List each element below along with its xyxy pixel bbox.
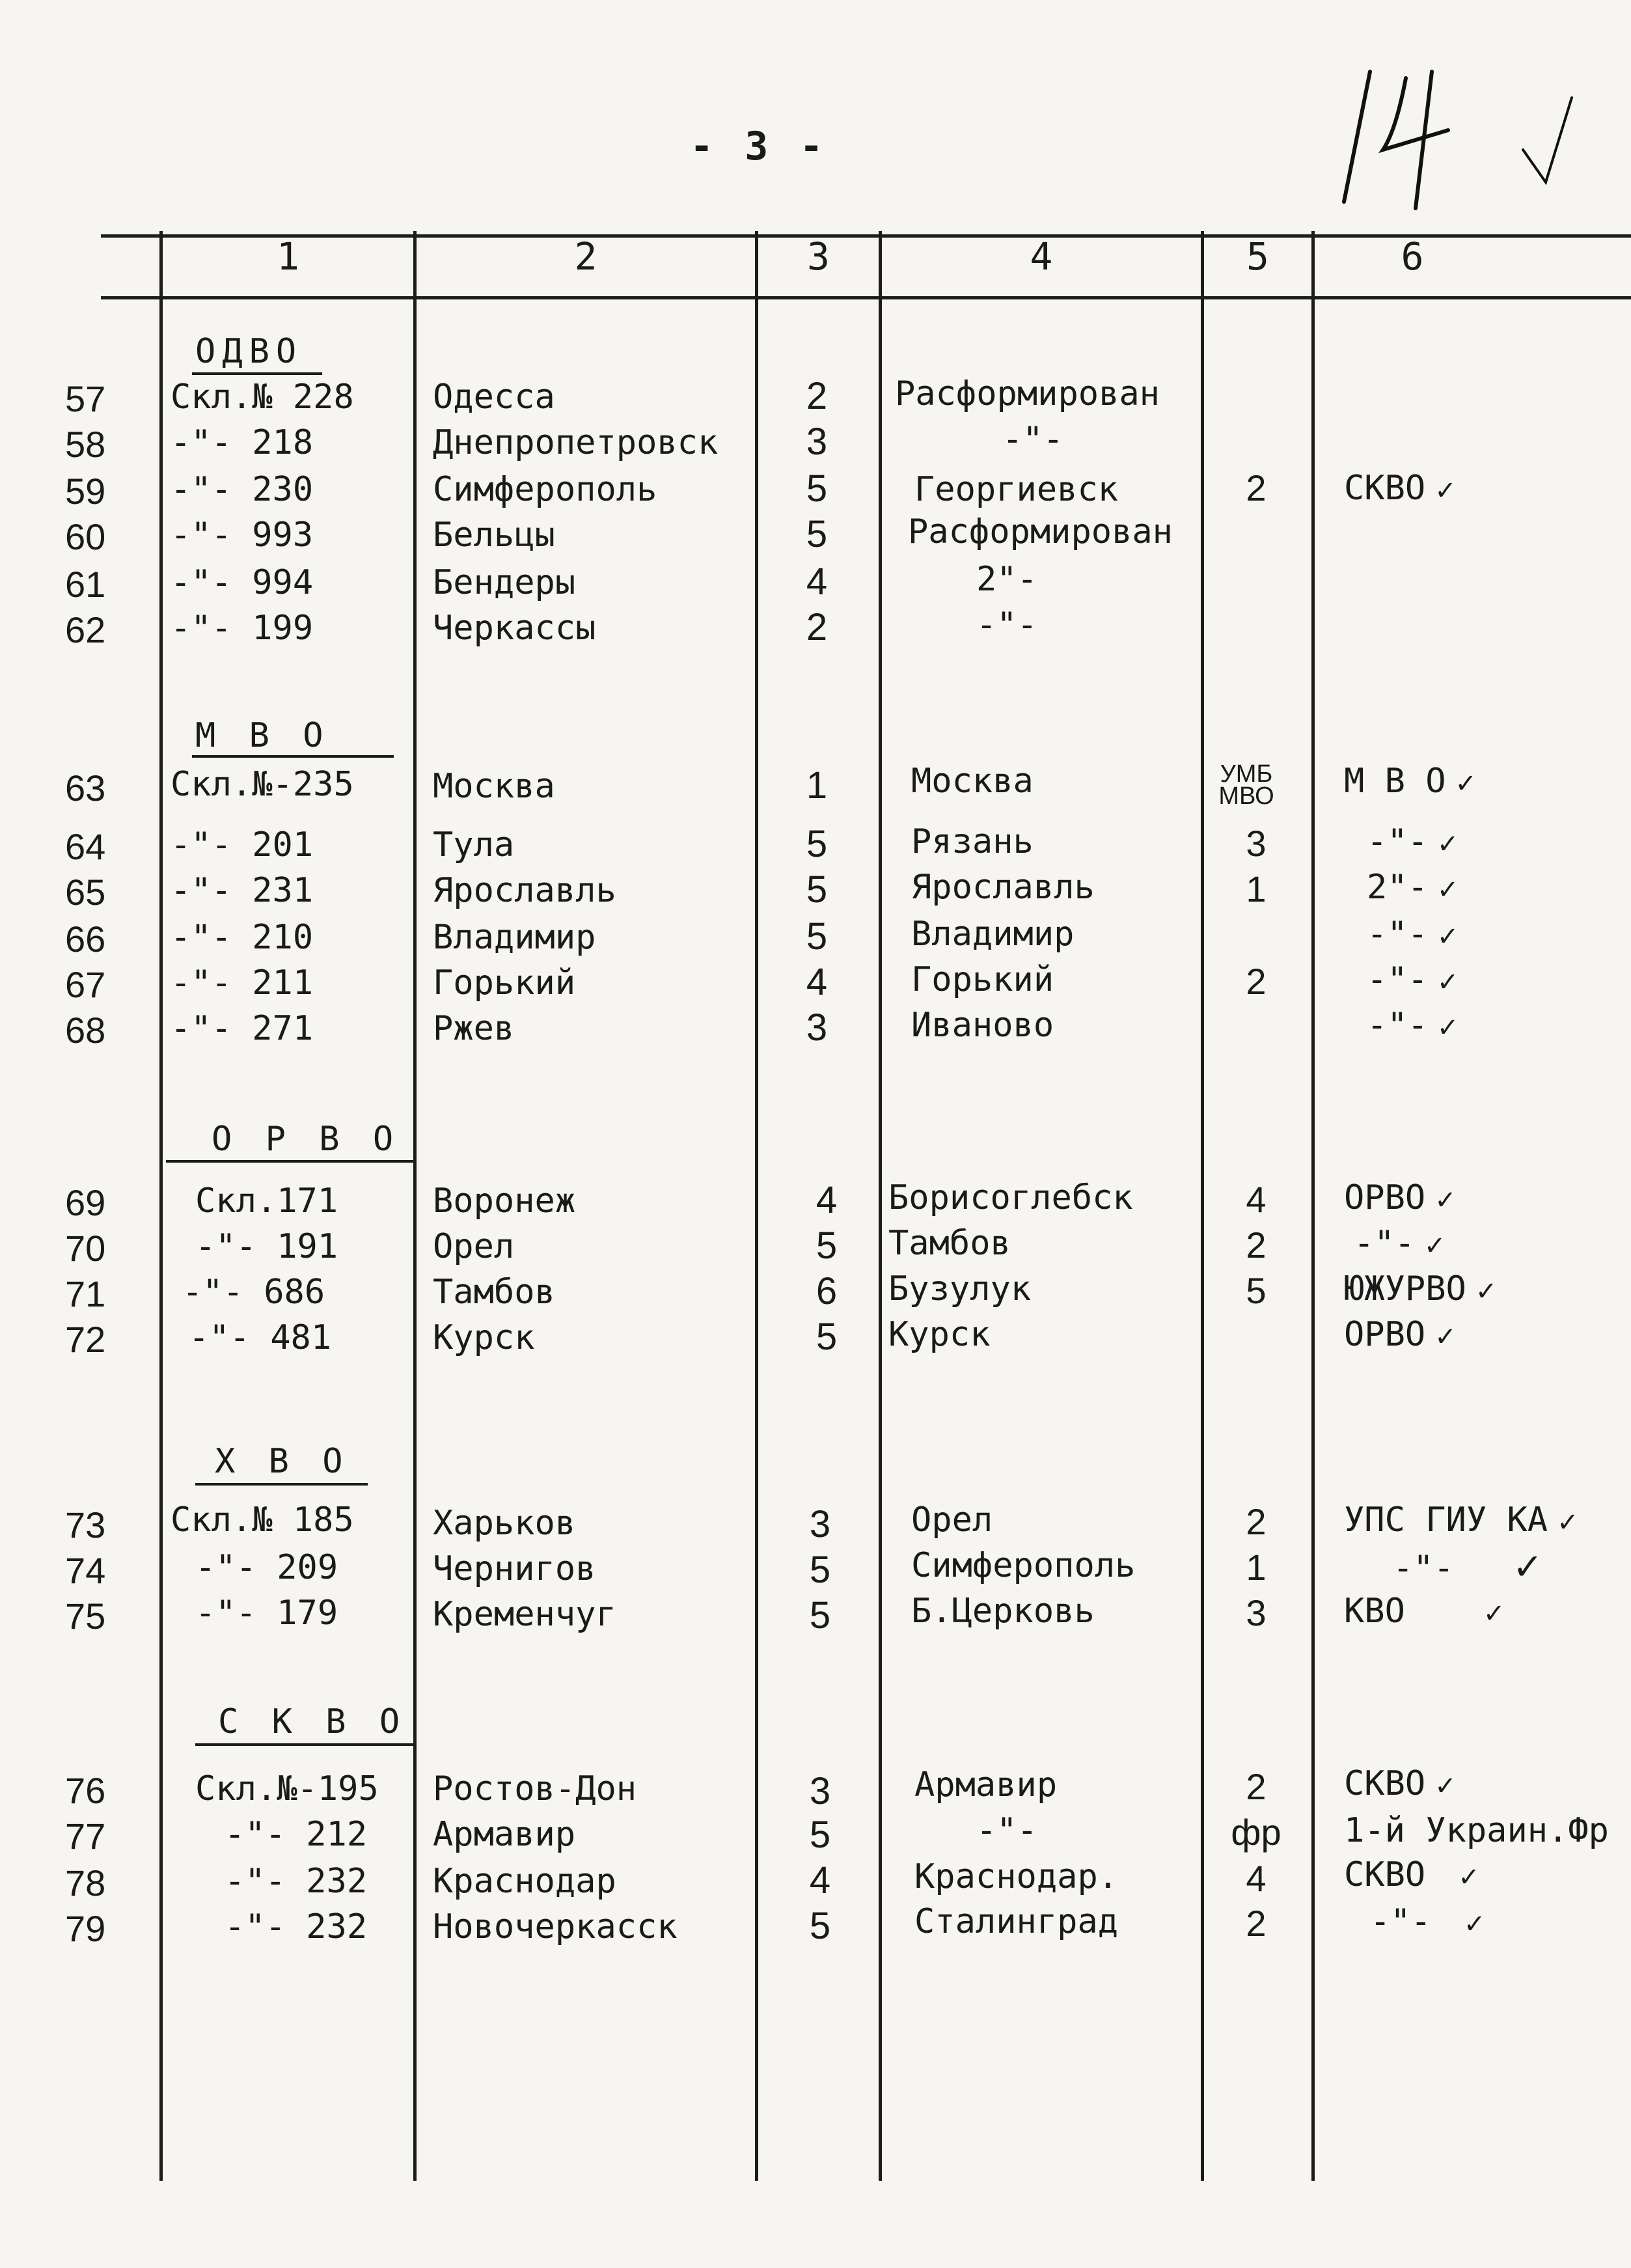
checkmark-icon: ✓ xyxy=(1436,829,1459,859)
category-cell: 3 xyxy=(806,421,828,463)
checkmark-icon: ✓ xyxy=(1436,967,1459,997)
district-text: КВО xyxy=(1344,1592,1405,1631)
category-cell: 5 xyxy=(809,1594,831,1637)
district-cell xyxy=(1344,1178,1457,1217)
category-cell: 5 xyxy=(806,467,828,510)
group-title-skvo: С К В О xyxy=(218,1702,407,1741)
destination-cell: Сталинград xyxy=(914,1902,1119,1941)
city-cell: Чернигов xyxy=(433,1549,596,1588)
count-cell: 2 xyxy=(1246,1501,1267,1542)
checkmark-icon: ✓ xyxy=(1483,1599,1505,1629)
city-cell: Черкассы xyxy=(433,609,596,648)
storage-cell: -"- 218 xyxy=(171,423,314,462)
category-cell: 6 xyxy=(816,1270,838,1312)
header-col-5: 5 xyxy=(1246,234,1269,279)
city-cell: Ростов-Дон xyxy=(433,1769,637,1808)
destination-cell: Расформирован xyxy=(895,374,1160,413)
count-cell: 3 xyxy=(1246,1592,1267,1633)
checkmark-icon: ✓ xyxy=(1436,1013,1459,1043)
district-text: 1-й Украин.Фр xyxy=(1344,1811,1609,1850)
city-cell: Орел xyxy=(433,1227,515,1266)
district-cell xyxy=(1344,1269,1497,1308)
city-cell: Армавир xyxy=(433,1815,576,1854)
category-cell: 4 xyxy=(806,961,828,1003)
district-cell xyxy=(1393,1546,1543,1588)
storage-cell: Скл.№ 185 xyxy=(171,1500,354,1540)
category-cell: 5 xyxy=(809,1814,831,1856)
category-cell: 3 xyxy=(809,1770,831,1812)
city-cell: Бельцы xyxy=(433,516,555,555)
header-col-1: 1 xyxy=(277,234,299,279)
district-cell xyxy=(1344,1855,1480,1894)
district-text: СКВО xyxy=(1344,1764,1426,1803)
storage-cell: -"- 209 xyxy=(195,1548,338,1587)
row-number: 68 xyxy=(65,1010,106,1051)
checkmark-icon: ✓ xyxy=(1455,769,1477,799)
row-number: 66 xyxy=(65,919,106,960)
district-text: -"- xyxy=(1354,1224,1415,1263)
destination-cell: Горький xyxy=(911,960,1054,999)
category-cell: 3 xyxy=(806,1006,828,1049)
city-cell: Симферополь xyxy=(433,470,657,509)
district-text: ОРВО xyxy=(1344,1315,1426,1354)
group-underline xyxy=(166,1160,413,1163)
city-cell: Курск xyxy=(433,1318,535,1357)
district-text: ЮЖУРВО xyxy=(1344,1269,1466,1308)
row-number: 71 xyxy=(65,1273,106,1314)
row-number: 59 xyxy=(65,471,106,512)
count-cell: 5 xyxy=(1246,1270,1267,1311)
city-cell: Тамбов xyxy=(433,1273,555,1312)
count-cell: 2 xyxy=(1246,961,1267,1002)
checkmark-icon: ✓ xyxy=(1423,1231,1446,1261)
column-rule-6 xyxy=(1311,231,1315,2181)
checkmark-icon: ✓ xyxy=(1512,1546,1543,1588)
header-bottom-rule xyxy=(101,296,1631,299)
district-text: -"- xyxy=(1393,1549,1454,1588)
row-number: 78 xyxy=(65,1862,106,1903)
city-cell: Днепропетровск xyxy=(433,423,719,462)
header-col-6: 6 xyxy=(1401,234,1424,279)
district-cell xyxy=(1344,1764,1457,1803)
destination-cell: Москва xyxy=(911,762,1034,801)
category-cell: 3 xyxy=(809,1503,831,1545)
category-cell: 4 xyxy=(806,560,828,603)
row-number: 69 xyxy=(65,1182,106,1223)
group-underline xyxy=(195,1483,368,1486)
row-number: 76 xyxy=(65,1770,106,1811)
row-number: 63 xyxy=(65,768,106,809)
checkmark-icon: ✓ xyxy=(1434,476,1457,506)
storage-cell: -"- 199 xyxy=(171,609,314,648)
row-number: 75 xyxy=(65,1596,106,1637)
row-number: 77 xyxy=(65,1816,106,1857)
count-cell: 4 xyxy=(1246,1179,1267,1220)
row-number: 74 xyxy=(65,1550,106,1591)
column-rule-4 xyxy=(879,231,882,2181)
category-cell: 5 xyxy=(806,868,828,911)
city-cell: Тула xyxy=(433,825,515,864)
count-cell: 2 xyxy=(1246,1903,1267,1944)
row-number: 65 xyxy=(65,872,106,913)
destination-cell: Краснодар. xyxy=(914,1857,1119,1896)
district-text: -"- xyxy=(1370,1902,1431,1941)
count-cell xyxy=(1211,760,1282,812)
city-cell: Москва xyxy=(433,767,555,806)
city-cell: Харьков xyxy=(433,1504,576,1543)
district-text: М В О xyxy=(1344,762,1446,801)
district-text: УПС ГИУ КА xyxy=(1344,1500,1548,1540)
city-cell: Ржев xyxy=(433,1009,515,1048)
city-cell: Кременчуг xyxy=(433,1595,616,1634)
district-text: СКВО xyxy=(1344,1855,1426,1894)
count-text: УМБ МВО xyxy=(1218,760,1274,810)
city-cell: Владимир xyxy=(433,918,596,957)
storage-cell: -"- 211 xyxy=(171,963,314,1003)
destination-cell: Армавир xyxy=(914,1765,1058,1805)
row-number: 58 xyxy=(65,424,106,465)
category-cell: 5 xyxy=(806,915,828,958)
storage-cell: Скл.171 xyxy=(195,1182,338,1221)
checkmark-icon: ✓ xyxy=(1458,1862,1480,1892)
checkmark-icon: ✓ xyxy=(1434,1185,1457,1215)
city-cell: Воронеж xyxy=(433,1182,576,1221)
destination-cell: Владимир xyxy=(911,915,1075,954)
storage-cell: -"- 191 xyxy=(195,1227,338,1266)
count-cell: 1 xyxy=(1246,868,1267,909)
group-title-odvo: ОДВО xyxy=(195,332,303,371)
destination-cell: Борисоглебск xyxy=(888,1178,1133,1217)
count-cell: 4 xyxy=(1246,1858,1267,1899)
storage-cell: Скл.№ 228 xyxy=(171,378,354,417)
district-cell xyxy=(1367,960,1459,999)
storage-cell: -"- 993 xyxy=(171,516,314,555)
destination-cell: Симферополь xyxy=(911,1546,1136,1585)
storage-cell: -"- 212 xyxy=(225,1815,368,1854)
header-col-3: 3 xyxy=(807,234,830,279)
category-cell: 2 xyxy=(806,375,828,417)
header-col-2: 2 xyxy=(574,234,597,279)
row-number: 67 xyxy=(65,964,106,1005)
row-number: 72 xyxy=(65,1319,106,1360)
group-underline xyxy=(195,1743,417,1746)
district-cell xyxy=(1344,469,1457,508)
count-cell: 2 xyxy=(1246,1766,1267,1807)
destination-cell: Георгиевск xyxy=(914,470,1119,509)
row-number: 79 xyxy=(65,1908,106,1949)
destination-cell: -"- xyxy=(976,1811,1037,1850)
district-cell xyxy=(1367,915,1459,954)
storage-cell: -"- 232 xyxy=(225,1907,368,1946)
storage-cell: -"- 230 xyxy=(171,470,314,509)
storage-cell: -"- 210 xyxy=(171,918,314,957)
category-cell: 5 xyxy=(816,1224,838,1267)
row-number: 57 xyxy=(65,378,106,419)
checkmark-icon: ✓ xyxy=(1557,1508,1579,1538)
destination-cell: Рязань xyxy=(911,822,1034,861)
storage-cell: -"- 686 xyxy=(182,1273,325,1312)
column-rule-1 xyxy=(159,231,163,2181)
count-cell: 2 xyxy=(1246,467,1267,508)
district-text: -"- xyxy=(1367,915,1428,954)
checkmark-icon: ✓ xyxy=(1434,1771,1457,1801)
destination-cell: Тамбов xyxy=(888,1224,1011,1263)
category-cell: 4 xyxy=(809,1859,831,1902)
category-cell: 4 xyxy=(816,1179,838,1221)
row-number: 61 xyxy=(65,564,106,605)
district-cell xyxy=(1344,1592,1505,1631)
district-cell xyxy=(1367,822,1459,861)
row-number: 64 xyxy=(65,826,106,867)
destination-cell: -"- xyxy=(1002,420,1063,459)
group-underline xyxy=(192,755,394,758)
group-underline xyxy=(192,372,322,375)
district-cell xyxy=(1344,1811,1609,1850)
destination-cell: 2"- xyxy=(976,560,1037,599)
handwritten-page-number xyxy=(1334,52,1595,221)
storage-cell: -"- 231 xyxy=(171,871,314,910)
checkmark-icon: ✓ xyxy=(1436,922,1459,952)
district-cell xyxy=(1344,1500,1579,1540)
count-cell: фр xyxy=(1231,1812,1282,1853)
district-text: -"- xyxy=(1367,960,1428,999)
district-text: ОРВО xyxy=(1344,1178,1426,1217)
destination-cell: Б.Церковь xyxy=(911,1592,1095,1631)
category-cell: 5 xyxy=(806,513,828,555)
destination-cell: -"- xyxy=(976,605,1037,644)
row-number: 70 xyxy=(65,1228,106,1269)
destination-cell: Ярославль xyxy=(911,868,1095,907)
category-cell: 5 xyxy=(809,1905,831,1947)
checkmark-icon: ✓ xyxy=(1463,1909,1486,1939)
city-cell: Одесса xyxy=(433,378,555,417)
city-cell: Новочеркасск xyxy=(433,1907,678,1946)
storage-cell: -"- 271 xyxy=(171,1009,314,1048)
district-text: СКВО xyxy=(1344,469,1426,508)
row-number: 73 xyxy=(65,1504,106,1545)
district-cell xyxy=(1367,1006,1459,1045)
category-cell: 1 xyxy=(806,764,828,807)
destination-cell: Бузулук xyxy=(888,1269,1032,1308)
checkmark-icon: ✓ xyxy=(1434,1322,1457,1352)
storage-cell: -"- 201 xyxy=(171,825,314,864)
group-title-mvo: М В О xyxy=(195,716,330,755)
group-title-orvo: О Р В О xyxy=(212,1120,400,1159)
category-cell: 5 xyxy=(809,1549,831,1591)
count-cell: 3 xyxy=(1246,823,1267,864)
category-cell: 5 xyxy=(806,823,828,865)
row-number: 62 xyxy=(65,609,106,650)
column-rule-3 xyxy=(755,231,758,2181)
city-cell: Ярославль xyxy=(433,871,616,910)
storage-cell: -"- 994 xyxy=(171,563,314,602)
count-cell: 1 xyxy=(1246,1547,1267,1588)
row-number: 60 xyxy=(65,516,106,557)
category-cell: 2 xyxy=(806,606,828,648)
group-title-hvo: Х В О xyxy=(215,1442,350,1481)
district-text: 2"- xyxy=(1367,868,1428,907)
destination-cell: Иваново xyxy=(911,1006,1054,1045)
city-cell: Бендеры xyxy=(433,563,576,602)
storage-cell: -"- 232 xyxy=(225,1862,368,1901)
district-cell xyxy=(1367,868,1459,907)
city-cell: Краснодар xyxy=(433,1862,616,1901)
district-cell xyxy=(1354,1224,1446,1263)
district-cell xyxy=(1344,762,1477,801)
checkmark-icon: ✓ xyxy=(1436,875,1459,905)
storage-cell: -"- 179 xyxy=(195,1594,338,1633)
category-cell: 5 xyxy=(816,1316,838,1358)
district-text: -"- xyxy=(1367,822,1428,861)
district-cell xyxy=(1370,1902,1485,1941)
district-cell xyxy=(1344,1315,1457,1354)
storage-cell: Скл.№-235 xyxy=(171,765,354,804)
destination-cell: Орел xyxy=(911,1500,993,1540)
storage-cell: -"- 481 xyxy=(189,1318,332,1357)
destination-cell: Расформирован xyxy=(908,512,1173,551)
page-number: - 3 - xyxy=(690,124,827,169)
checkmark-icon: ✓ xyxy=(1475,1277,1498,1307)
destination-cell: Курск xyxy=(888,1315,991,1354)
storage-cell: Скл.№-195 xyxy=(195,1769,379,1808)
header-col-4: 4 xyxy=(1030,234,1053,279)
city-cell: Горький xyxy=(433,963,576,1003)
count-cell: 2 xyxy=(1246,1224,1267,1265)
district-text: -"- xyxy=(1367,1006,1428,1045)
